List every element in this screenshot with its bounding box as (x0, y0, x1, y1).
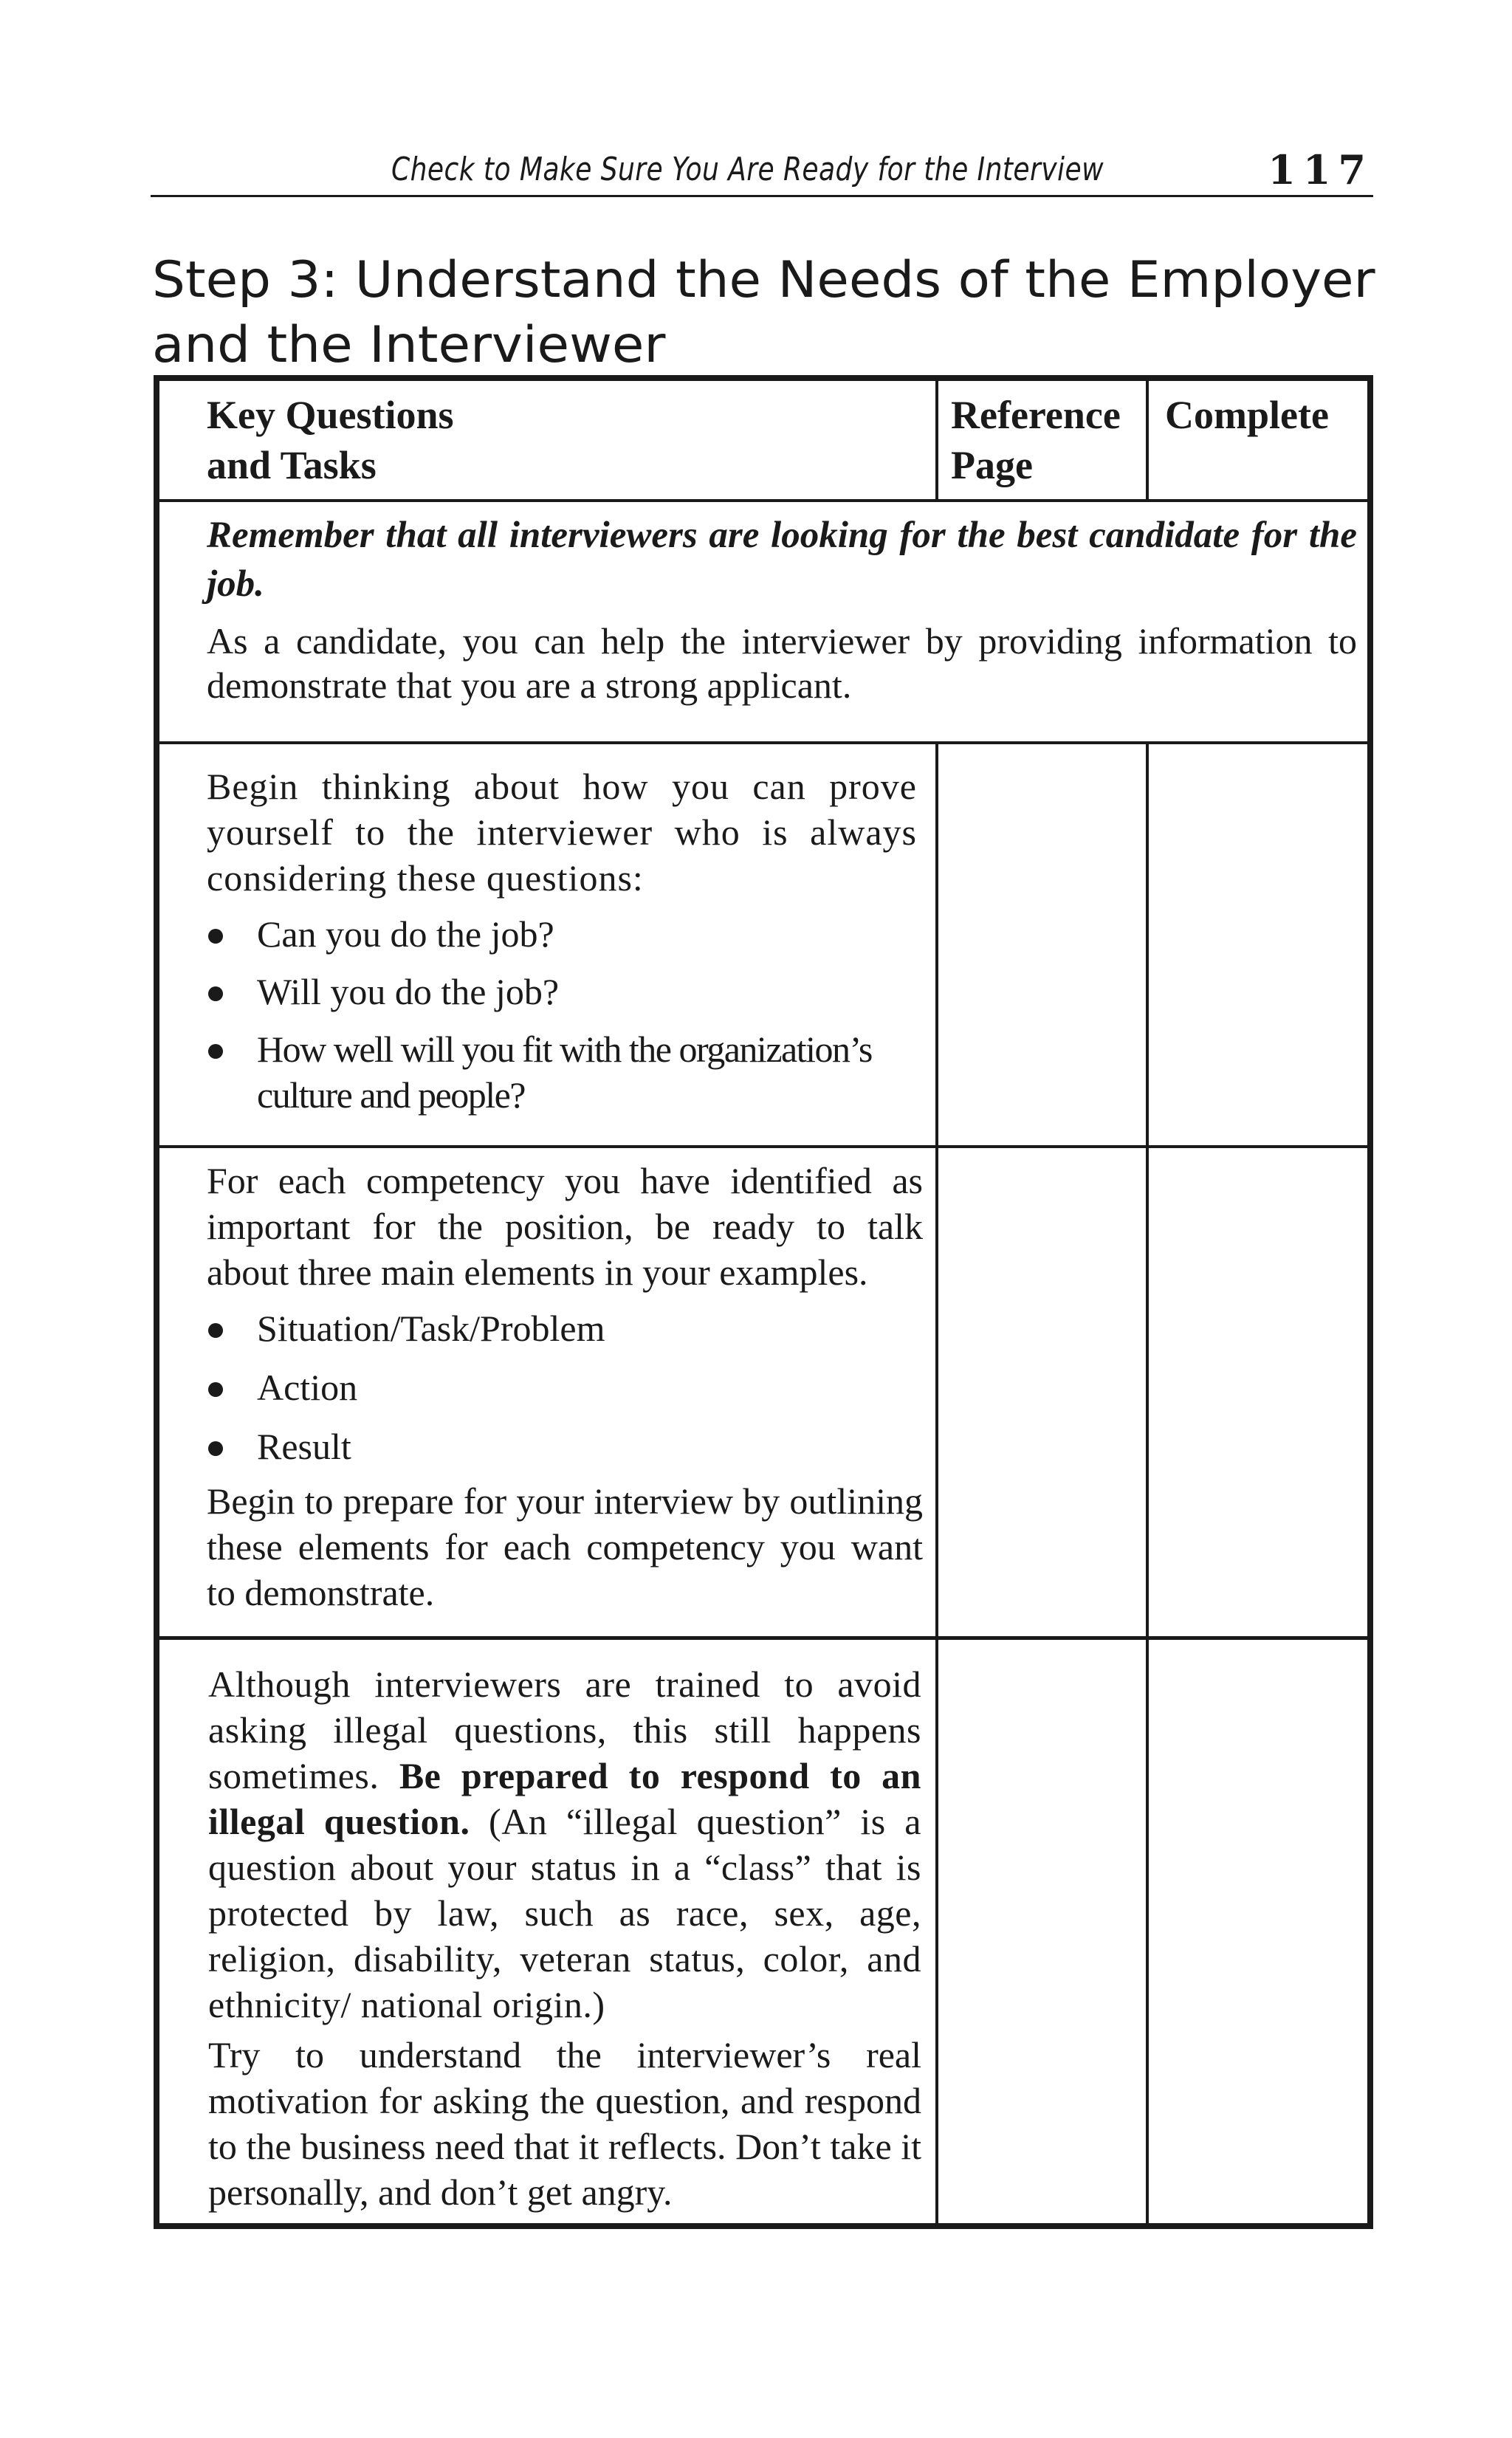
running-header (151, 145, 1373, 197)
list-item: Will you do the job? (207, 969, 917, 1014)
intro-cell (207, 511, 1357, 707)
intro-divider (159, 741, 1367, 744)
list-item: How well will you fit with the organization’s culture and people? (207, 1026, 917, 1118)
running-title: Check to Make Sure You Are Ready for the Interview (391, 151, 1104, 188)
task-row-3-emphasis: Be prepared to respond to an illegal question. (208, 1755, 921, 1842)
page-title-line-1: Step 3: Understand the Needs of the Employer (152, 251, 1375, 309)
row-divider-1 (159, 1145, 1367, 1148)
task-row-2 (207, 1158, 923, 1615)
row-divider-2 (159, 1636, 1367, 1640)
column-header-reference: Reference Page (951, 393, 1121, 487)
column-header-complete: Complete (1165, 393, 1329, 437)
column-divider-2 (1146, 381, 1149, 499)
list-item: Situation/Task/Problem (207, 1305, 923, 1351)
task-row-2-bullets (207, 1305, 923, 1469)
task-row-3 (208, 1661, 921, 2215)
list-item: Can you do the job? (207, 911, 917, 957)
column-header-questions: Key Questions and Tasks (207, 393, 454, 487)
task-row-2-after: Begin to prepare for your interview by outlining these elements for each competency you want to demonstrate. (207, 1480, 923, 1613)
task-row-1 (207, 763, 917, 1118)
task-row-3-text: Although interviewers are trained to avoid asking illegal questions, this still happens sometimes. Be prepared to respond to an illegal question. (An “illegal question” is a question about your status in a “class” that is protected by law, such as race, sex, age, religion, disability, veteran status, color, and ethnicity/ national origin.) (208, 1663, 921, 2025)
column-divider-1-body (935, 741, 938, 2223)
intro-text: As a candidate, you can help the interviewer by providing information to demonstrate that you are a strong applicant. (207, 620, 1357, 706)
checklist-table (154, 375, 1373, 2229)
page-title-line-2: and the Interviewer (152, 316, 666, 374)
task-row-3-paragraph-2: Try to understand the interviewer’s real motivation for asking the question, and respond to the business need that it reflects. Don’t take it personally, and don’t get angry. (208, 2034, 921, 2213)
list-item: Action (207, 1364, 923, 1410)
list-item: Result (207, 1424, 923, 1469)
header-divider (159, 499, 1367, 502)
column-divider-2-body (1146, 741, 1149, 2223)
intro-emphasis: Remember that all interviewers are looking for the best candidate for the job. (207, 515, 1357, 605)
page-number: 117 (1268, 146, 1373, 193)
page-title (152, 248, 1457, 378)
task-row-1-bullets (207, 911, 917, 1118)
task-row-2-text: For each competency you have identified as important for the position, be ready to talk about three main elements in your examples. (207, 1160, 923, 1293)
task-row-1-text: Begin thinking about how you can prove yourself to the interviewer who is always considering these questions: (207, 766, 917, 899)
column-divider-1 (935, 381, 938, 499)
